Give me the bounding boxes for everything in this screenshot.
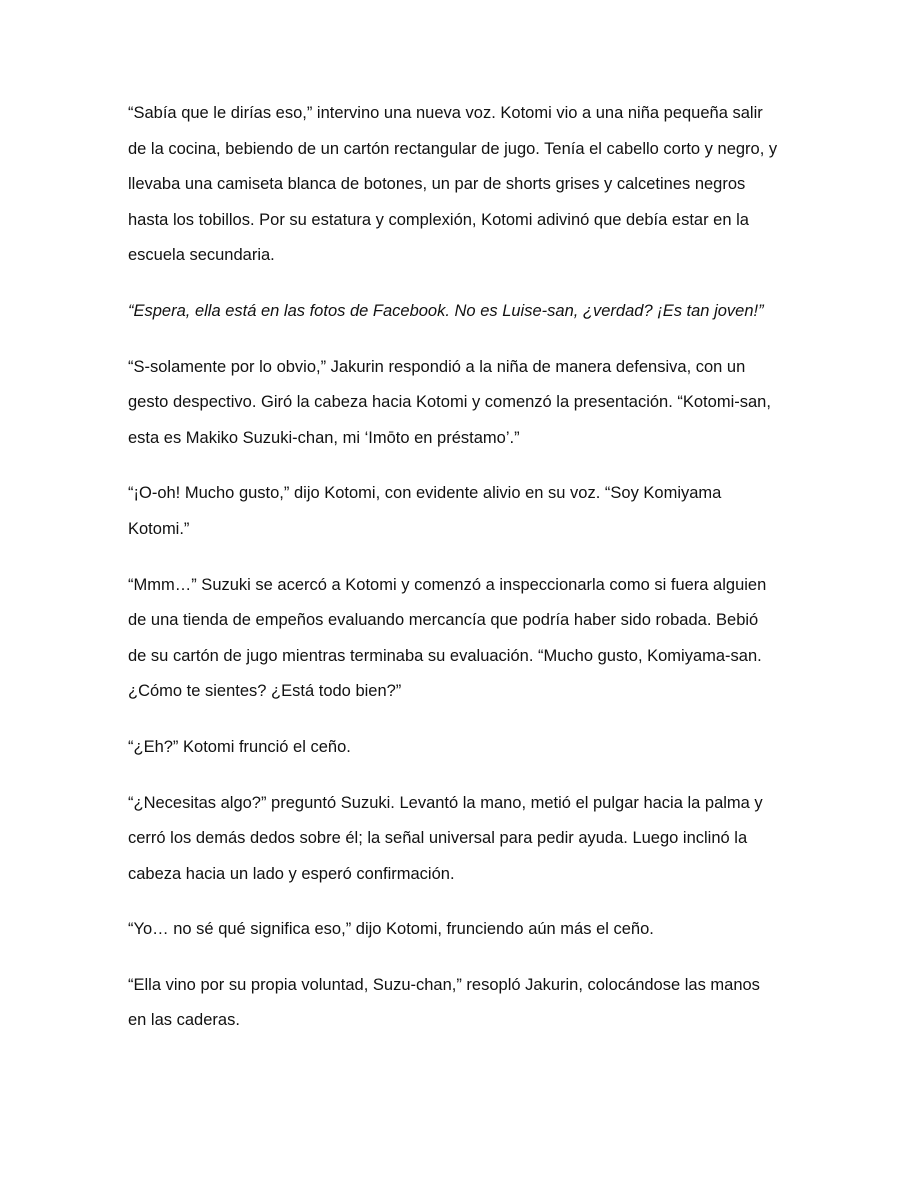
paragraph: “¡O-oh! Mucho gusto,” dijo Kotomi, con evidente alivio en su voz. “Soy Komiyama Kotomi.”	[128, 484, 722, 538]
paragraph: “Yo… no sé qué significa eso,” dijo Kotomi, frunciendo aún más el ceño.	[128, 920, 654, 939]
paragraph: “Mmm…” Suzuki se acercó a Kotomi y comenzó a inspeccionarla como si fuera alguien de una tienda de empeños evaluando mercancía que podría haber sido robada. Bebió de su cartón de jugo mientras terminaba su evaluación. “Mucho gusto, Komiyama-san. ¿Cómo te sientes? ¿Está todo bien?”	[128, 575, 767, 701]
document-body	[128, 96, 778, 1059]
paragraph: “S-solamente por lo obvio,” Jakurin respondió a la niña de manera defensiva, con un gesto despectivo. Giró la cabeza hacia Kotomi y comenzó la presentación. “Kotomi-san, esta es Makiko Suzuki-chan, mi ‘Imōto en préstamo’.”	[128, 357, 771, 447]
paragraph: “¿Necesitas algo?” preguntó Suzuki. Levantó la mano, metió el pulgar hacia la palma y cerró los demás dedos sobre él; la señal universal para pedir ayuda. Luego inclinó la cabeza hacia un lado y esperó confirmación.	[128, 793, 763, 883]
paragraph: “Sabía que le dirías eso,” intervino una nueva voz. Kotomi vio a una niña pequeña salir de la cocina, bebiendo de un cartón rectangular de jugo. Tenía el cabello corto y negro, y llevaba una camiseta blanca de botones, un par de shorts grises y calcetines negros hasta los tobillos. Por su estatura y complexión, Kotomi adivinó que debía estar en la escuela secundaria.	[128, 104, 778, 265]
paragraph-italic: “Espera, ella está en las fotos de Facebook. No es Luise-san, ¿verdad? ¡Es tan joven!”	[128, 301, 764, 320]
paragraph: “¿Eh?” Kotomi frunció el ceño.	[128, 737, 351, 756]
paragraph: “Ella vino por su propia voluntad, Suzu-chan,” resopló Jakurin, colocándose las manos en las caderas.	[128, 975, 760, 1030]
